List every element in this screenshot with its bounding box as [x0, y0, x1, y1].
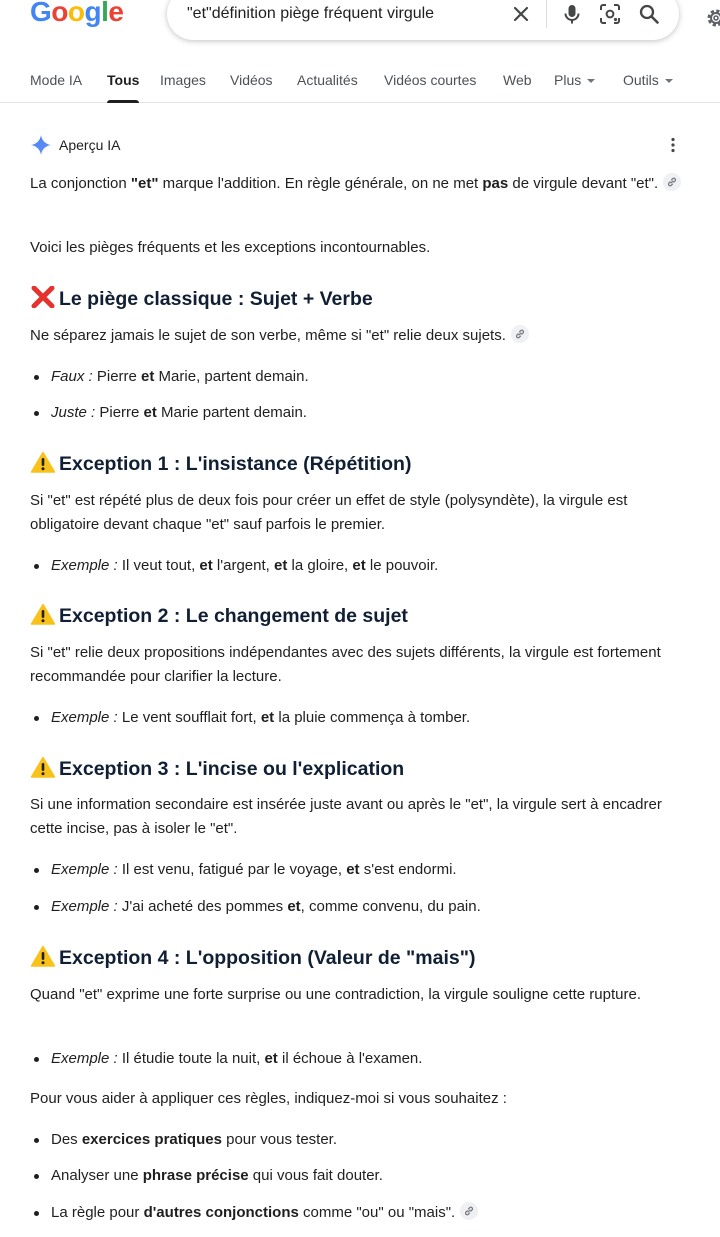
text: qui vous fait douter. [248, 1167, 383, 1184]
text: la gloire, [287, 557, 353, 574]
section-body: Si "et" est répété plus de deux fois pour créer un effet de style (polysyndète), la virgule est obligatoire devant chaque "et" sauf parfois le premier. [30, 492, 628, 533]
logo-letter: g [84, 0, 102, 27]
more-vert-icon[interactable] [664, 136, 682, 154]
text: de virgule devant "et". [508, 175, 659, 192]
section-heading [30, 451, 690, 476]
outro-paragraph: Pour vous aider à appliquer ces règles, indiquez-moi si vous souhaitez : [30, 1090, 507, 1107]
section-heading [30, 756, 690, 781]
ai-overview-title: Aperçu IA [59, 137, 121, 153]
bold-text: et [287, 898, 301, 915]
chevron-down-icon [665, 79, 673, 83]
text: le pouvoir. [365, 557, 439, 574]
italic-label: Exemple : [51, 898, 118, 915]
warning-icon [30, 451, 56, 473]
text: Des [51, 1131, 82, 1148]
tab-images[interactable]: Images [160, 72, 206, 88]
italic-label: Exemple : [51, 861, 118, 878]
warning-icon [30, 603, 56, 625]
section-heading [30, 945, 690, 970]
search-icon[interactable] [637, 2, 661, 26]
bold-text: et [264, 1050, 278, 1067]
bold-text: pas [482, 175, 509, 192]
intro-paragraph [30, 172, 690, 196]
text: Il veut tout, [117, 557, 200, 574]
list-item [30, 1165, 690, 1187]
link-icon[interactable] [511, 325, 529, 343]
bold-text: et [199, 557, 213, 574]
logo-letter: l [101, 0, 109, 27]
text: J'ai acheté des pommes [117, 898, 288, 915]
italic-label: Exemple : [51, 709, 118, 726]
google-logo[interactable] [30, 0, 123, 28]
gear-icon[interactable] [704, 6, 720, 30]
bold-text: phrase précise [142, 1167, 249, 1184]
text: Marie, partent demain. [154, 368, 309, 385]
tab-web[interactable]: Web [503, 72, 532, 88]
ai-overview-header [30, 134, 690, 156]
search-tabs [0, 62, 720, 103]
top-bar [0, 0, 720, 52]
search-input[interactable]: "et"définition piège fréquent virgule [187, 5, 435, 22]
text: Ne séparez jamais le sujet de son verbe, même si "et" relie deux sujets. [30, 327, 506, 344]
logo-letter: e [108, 0, 124, 27]
text: marque l'addition. En règle générale, on ne met [158, 175, 483, 192]
italic-label: Faux : [51, 368, 93, 385]
text: l'argent, [212, 557, 274, 574]
tab-short-videos[interactable]: Vidéos courtes [384, 72, 477, 88]
list-item [30, 366, 690, 388]
warning-icon [30, 756, 56, 778]
link-icon[interactable] [460, 1202, 478, 1220]
warning-icon [30, 945, 56, 967]
text: Pierre [95, 404, 144, 421]
text: Il étudie toute la nuit, [117, 1050, 265, 1067]
text: s'est endormi. [359, 861, 457, 878]
lead-paragraph: Voici les pièges fréquents et les exceptions incontournables. [30, 239, 431, 256]
text: , comme convenu, du pain. [300, 898, 481, 915]
divider [546, 0, 547, 28]
link-icon[interactable] [663, 173, 681, 191]
tab-news[interactable]: Actualités [297, 72, 358, 88]
section-body [30, 324, 690, 348]
chevron-down-icon [587, 79, 595, 83]
cross-mark-icon [30, 286, 56, 308]
list-item [30, 707, 690, 729]
section-heading-text: Exception 3 : L'incise ou l'explication [59, 758, 405, 780]
mic-icon[interactable] [560, 2, 584, 26]
bold-text: et [143, 404, 157, 421]
bold-text: et [141, 368, 155, 385]
section-heading-text: Exception 4 : L'opposition (Valeur de "mais") [59, 947, 476, 969]
section-heading-text: Exception 2 : Le changement de sujet [59, 605, 408, 627]
search-box[interactable] [167, 0, 679, 40]
tab-more-label: Plus [554, 72, 582, 88]
section-body: Si "et" relie deux propositions indépendantes avec des sujets différents, la virgule est fortement recommandée pour clarifier la lecture. [30, 644, 661, 685]
text: Il est venu, fatigué par le voyage, [117, 861, 347, 878]
tab-tools[interactable] [623, 72, 673, 88]
section-body: Quand "et" exprime une forte surprise ou une contradiction, la virgule souligne cette rupture. [30, 986, 641, 1003]
text: La règle pour [51, 1204, 144, 1221]
bold-text: et [274, 557, 288, 574]
section-heading [30, 286, 690, 311]
bold-text: et [260, 709, 275, 726]
text: il échoue à l'examen. [277, 1050, 423, 1067]
tab-videos[interactable]: Vidéos [230, 72, 273, 88]
tab-all[interactable]: Tous [107, 72, 140, 88]
list-item [30, 1202, 690, 1224]
tab-more[interactable] [554, 72, 595, 88]
list-item [30, 859, 690, 881]
bold-text: exercices pratiques [81, 1131, 222, 1148]
section-heading [30, 603, 690, 628]
logo-letter: G [30, 0, 52, 27]
italic-label: Exemple : [51, 557, 118, 574]
text: Le vent soufflait fort, [117, 709, 261, 726]
list-item [30, 555, 690, 577]
tab-tools-label: Outils [623, 72, 659, 88]
tab-ai-mode[interactable]: Mode IA [30, 72, 83, 88]
list-item [30, 402, 690, 424]
list-item [30, 1129, 690, 1151]
clear-icon[interactable] [509, 2, 533, 26]
text: pour vous tester. [221, 1131, 338, 1148]
bold-text: d'autres conjonctions [143, 1204, 299, 1221]
text: Marie partent demain. [156, 404, 307, 421]
bold-text: "et" [130, 175, 159, 192]
text: Pierre [92, 368, 142, 385]
list-item [30, 1048, 690, 1070]
section-heading-text: Exception 1 : L'insistance (Répétition) [59, 453, 412, 475]
bold-text: et [346, 861, 360, 878]
section-body: Si une information secondaire est insérée juste avant ou après le "et", la virgule sert à encadrer cette incise, pas à isoler le "et". [30, 796, 662, 837]
logo-letter: o [51, 0, 68, 27]
lens-icon[interactable] [598, 2, 622, 26]
list-item [30, 896, 690, 918]
logo-letter: o [67, 0, 85, 27]
text: comme "ou" ou "mais". [298, 1204, 456, 1221]
text: la pluie commença à tomber. [274, 709, 471, 726]
sparkle-icon [30, 134, 52, 156]
italic-label: Exemple : [51, 1050, 118, 1067]
bold-text: et [352, 557, 366, 574]
section-heading-text: Le piège classique : Sujet + Verbe [59, 288, 373, 310]
text: Analyser une [51, 1167, 143, 1184]
text: La conjonction [30, 175, 131, 192]
italic-label: Juste : [51, 404, 96, 421]
